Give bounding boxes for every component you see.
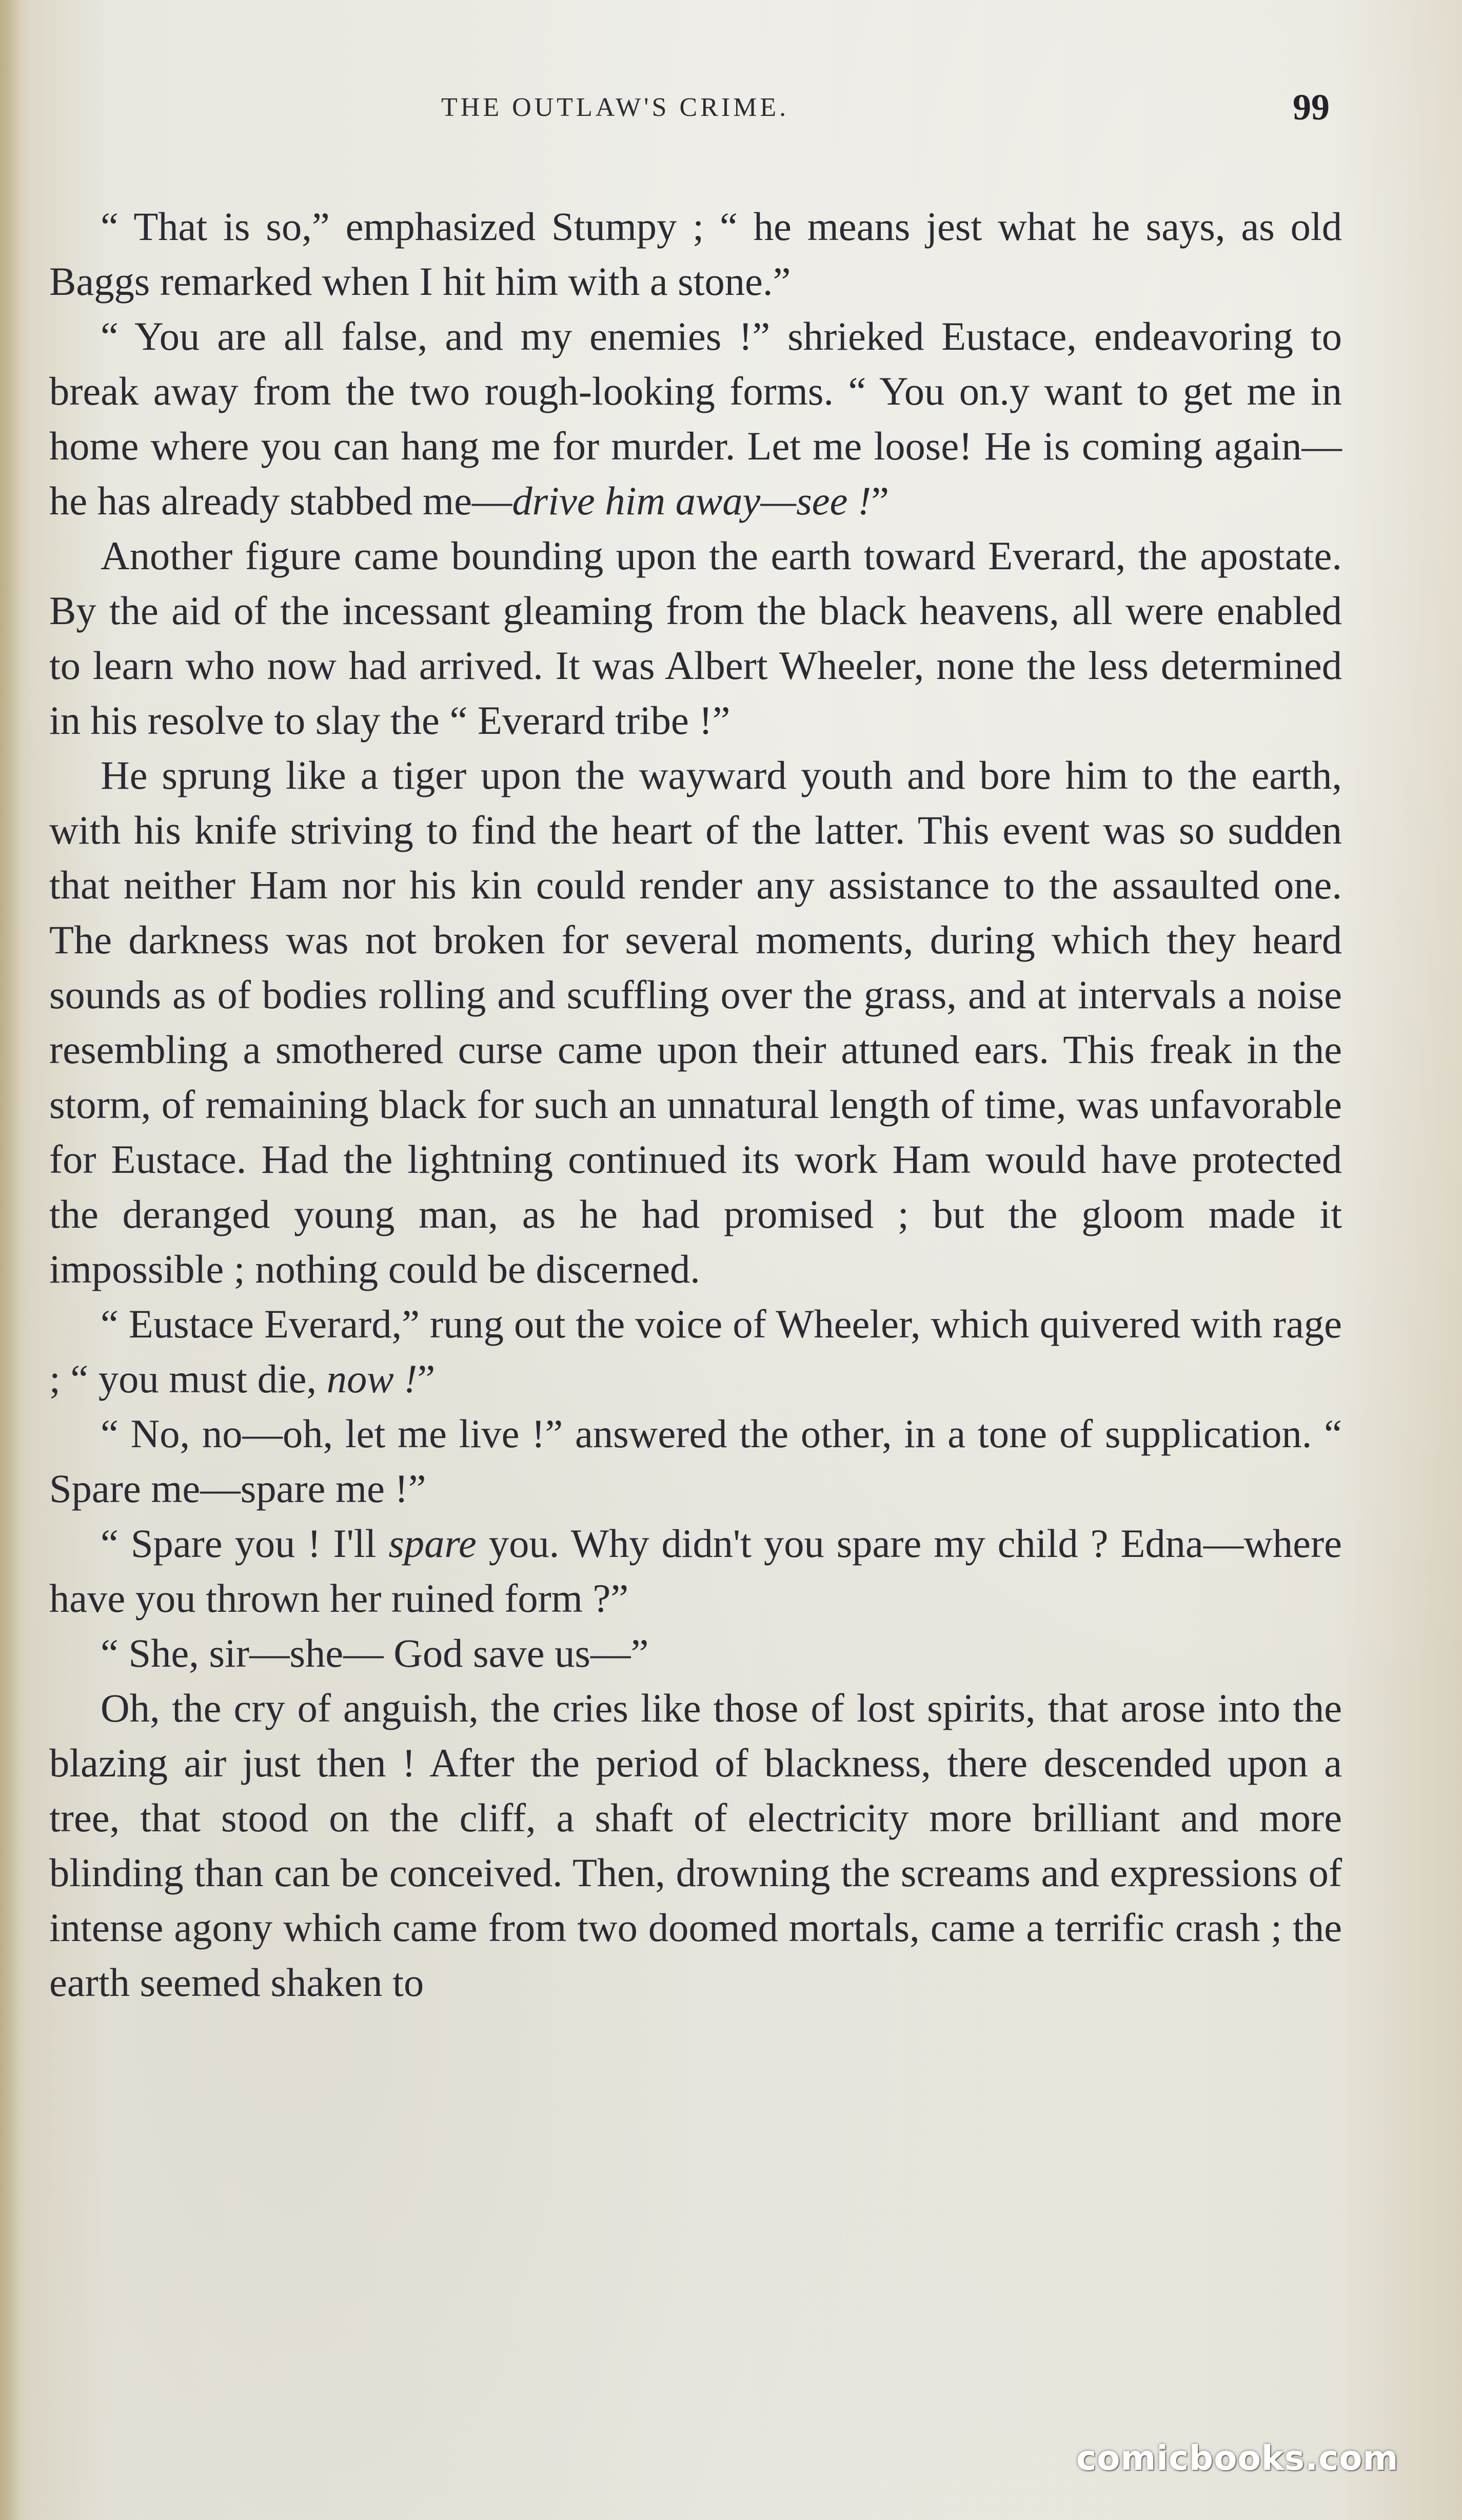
running-head: THE OUTLAW'S CRIME.	[441, 93, 789, 122]
paragraph	[49, 528, 1342, 748]
paragraph-text: Another figure came bounding upon the earth toward Everard, the apostate. By the aid of the incessant gleaming from the black heavens, all were enabled to learn who now had arrived. It was Albert Wheeler, none the less determined in his resolve to slay the “ Everard tribe !”	[49, 533, 1342, 743]
paragraph-text: “ You are all false, and my enemies !” shrieked Eustace, endeavoring to break away from the two rough-looking forms. “ You on.y want to get me in home where you can hang me for murder. Let me loose! He is coming again—he has already stabbed me—	[49, 314, 1342, 523]
paragraph	[49, 309, 1342, 528]
watermark-logo: comicbooks.com	[1076, 2438, 1399, 2478]
paragraph	[49, 1681, 1342, 2010]
italic-text: now !	[326, 1356, 418, 1401]
paragraph	[49, 1296, 1342, 1406]
page-edge-shadow	[0, 0, 21, 2520]
italic-text: spare	[388, 1521, 477, 1566]
paragraph	[49, 1516, 1342, 1626]
body-text	[49, 199, 1342, 2010]
paragraph	[49, 1626, 1342, 1681]
italic-text: drive him away—see !	[512, 478, 872, 523]
paragraph-text: you. Why didn't you spare my child ? Edna—where have you thrown her ruined form ?”	[49, 1521, 1342, 1621]
page-number: 99	[1293, 87, 1330, 128]
paragraph-text: He sprung like a tiger upon the wayward youth and bore him to the earth, with his knife striving to find the heart of the latter. This event was so sudden that neither Ham nor his kin could render any assistance to the assaulted one. The darkness was not broken for several moments, during which they heard sounds as of bodies rolling and scuffling over the grass, and at intervals a noise resembling a smothered curse came upon their attuned ears. This freak in the storm, of remaining black for such an unnatural length of time, was unfavorable for Eustace. Had the lightning continued its work Ham would have protected the deranged young man, as he had promised ; but the gloom made it impossible ; nothing could be discerned.	[49, 753, 1342, 1291]
paragraph-text: ”	[417, 1356, 436, 1401]
paragraph-text: “ That is so,” emphasized Stumpy ; “ he means jest what he says, as old Baggs remarked when I hit him with a stone.”	[49, 204, 1342, 304]
paragraph	[49, 748, 1342, 1296]
paragraph-text: “ Eustace Everard,” rung out the voice of Wheeler, which quivered with rage ; “ you must die,	[49, 1302, 1342, 1401]
paragraph-text: ”	[871, 478, 890, 523]
paragraph-text: “ No, no—oh, let me live !” answered the other, in a tone of supplication. “ Spare me—spare me !”	[49, 1411, 1342, 1511]
paragraph	[49, 1406, 1342, 1516]
page-header	[0, 86, 1462, 143]
paragraph-text: Oh, the cry of anguish, the cries like those of lost spirits, that arose into the blazing air just then ! After the period of blackness, there descended upon a tree, that stood on the cliff, a shaft of electricity more brilliant and more blinding than can be conceived. Then, drowning the screams and expressions of intense agony which came from two doomed mortals, came a terrific crash ; the earth seemed shaken to	[49, 1686, 1342, 2005]
paragraph-text: “ She, sir—she— God save us—”	[101, 1631, 649, 1675]
paragraph	[49, 199, 1342, 309]
paragraph-text: “ Spare you ! I'll	[101, 1521, 389, 1566]
